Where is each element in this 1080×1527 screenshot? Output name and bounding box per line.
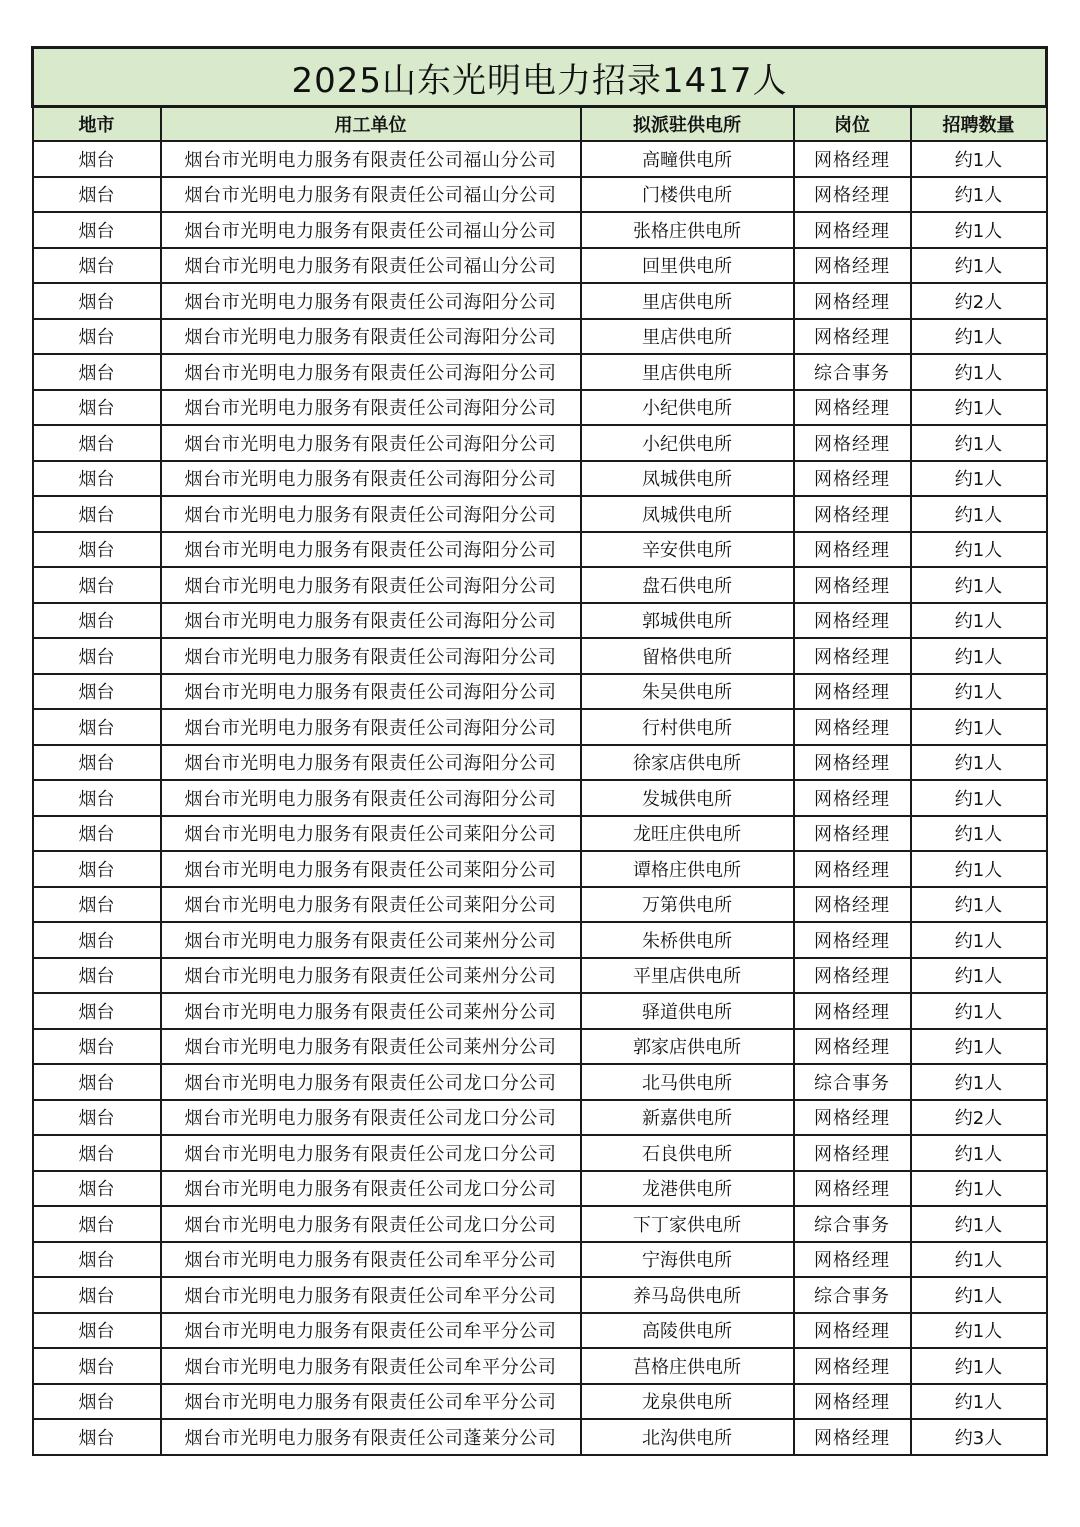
position-cell: 网格经理: [794, 745, 911, 781]
position-cell: 网格经理: [794, 496, 911, 532]
position-cell: 网格经理: [794, 674, 911, 710]
station-cell: 北沟供电所: [581, 1419, 794, 1455]
position-cell: 网格经理: [794, 887, 911, 923]
headcount-cell: 约1人: [911, 922, 1047, 958]
city-cell: 烟台: [33, 1029, 161, 1065]
employer-cell: 烟台市光明电力服务有限责任公司莱阳分公司: [161, 887, 581, 923]
column-header-position: 岗位: [794, 107, 911, 142]
position-cell: 网格经理: [794, 1384, 911, 1420]
station-cell: 里店供电所: [581, 283, 794, 319]
city-cell: 烟台: [33, 1206, 161, 1242]
position-cell: 网格经理: [794, 780, 911, 816]
city-cell: 烟台: [33, 993, 161, 1029]
headcount-cell: 约1人: [911, 425, 1047, 461]
headcount-cell: 约1人: [911, 567, 1047, 603]
station-cell: 养马岛供电所: [581, 1277, 794, 1313]
employer-cell: 烟台市光明电力服务有限责任公司海阳分公司: [161, 319, 581, 355]
column-header-station: 拟派驻供电所: [581, 107, 794, 142]
position-cell: 综合事务: [794, 354, 911, 390]
city-cell: 烟台: [33, 177, 161, 213]
headcount-cell: 约1人: [911, 177, 1047, 213]
table-row: [33, 248, 1047, 284]
table-row: [33, 851, 1047, 887]
table-row: [33, 922, 1047, 958]
table-row: [33, 887, 1047, 923]
city-cell: 烟台: [33, 1171, 161, 1207]
table-row: [33, 177, 1047, 213]
position-cell: 网格经理: [794, 390, 911, 426]
station-cell: 回里供电所: [581, 248, 794, 284]
station-cell: 徐家店供电所: [581, 745, 794, 781]
employer-cell: 烟台市光明电力服务有限责任公司海阳分公司: [161, 603, 581, 639]
table-row: [33, 1384, 1047, 1420]
position-cell: 网格经理: [794, 319, 911, 355]
city-cell: 烟台: [33, 958, 161, 994]
station-cell: 平里店供电所: [581, 958, 794, 994]
headcount-cell: 约1人: [911, 1135, 1047, 1171]
station-cell: 门楼供电所: [581, 177, 794, 213]
employer-cell: 烟台市光明电力服务有限责任公司海阳分公司: [161, 461, 581, 497]
title-row: [33, 48, 1047, 107]
employer-cell: 烟台市光明电力服务有限责任公司海阳分公司: [161, 780, 581, 816]
station-cell: 莒格庄供电所: [581, 1348, 794, 1384]
headcount-cell: 约1人: [911, 1313, 1047, 1349]
city-cell: 烟台: [33, 887, 161, 923]
position-cell: 网格经理: [794, 1171, 911, 1207]
employer-cell: 烟台市光明电力服务有限责任公司海阳分公司: [161, 496, 581, 532]
position-cell: 网格经理: [794, 851, 911, 887]
station-cell: 小纪供电所: [581, 390, 794, 426]
table-row: [33, 1100, 1047, 1136]
headcount-cell: 约1人: [911, 532, 1047, 568]
employer-cell: 烟台市光明电力服务有限责任公司龙口分公司: [161, 1064, 581, 1100]
position-cell: 综合事务: [794, 1064, 911, 1100]
column-header-city: 地市: [33, 107, 161, 142]
table-row: [33, 1419, 1047, 1455]
city-cell: 烟台: [33, 1348, 161, 1384]
table-row: [33, 745, 1047, 781]
city-cell: 烟台: [33, 1064, 161, 1100]
table-row: [33, 780, 1047, 816]
headcount-cell: 约1人: [911, 816, 1047, 852]
employer-cell: 烟台市光明电力服务有限责任公司海阳分公司: [161, 745, 581, 781]
station-cell: 辛安供电所: [581, 532, 794, 568]
table-row: [33, 816, 1047, 852]
table-row: [33, 461, 1047, 497]
employer-cell: 烟台市光明电力服务有限责任公司莱州分公司: [161, 958, 581, 994]
city-cell: 烟台: [33, 922, 161, 958]
table-row: [33, 1064, 1047, 1100]
headcount-cell: 约1人: [911, 1277, 1047, 1313]
table-row: [33, 603, 1047, 639]
headcount-cell: 约1人: [911, 958, 1047, 994]
station-cell: 朱桥供电所: [581, 922, 794, 958]
position-cell: 网格经理: [794, 1242, 911, 1278]
position-cell: 网格经理: [794, 1419, 911, 1455]
table-row: [33, 1135, 1047, 1171]
headcount-cell: 约1人: [911, 1348, 1047, 1384]
headcount-cell: 约1人: [911, 496, 1047, 532]
table-row: [33, 709, 1047, 745]
table-row: [33, 319, 1047, 355]
city-cell: 烟台: [33, 496, 161, 532]
employer-cell: 烟台市光明电力服务有限责任公司龙口分公司: [161, 1206, 581, 1242]
city-cell: 烟台: [33, 425, 161, 461]
headcount-cell: 约1人: [911, 390, 1047, 426]
table-row: [33, 1029, 1047, 1065]
station-cell: 凤城供电所: [581, 461, 794, 497]
position-cell: 网格经理: [794, 461, 911, 497]
position-cell: 网格经理: [794, 425, 911, 461]
position-cell: 网格经理: [794, 532, 911, 568]
employer-cell: 烟台市光明电力服务有限责任公司莱阳分公司: [161, 816, 581, 852]
city-cell: 烟台: [33, 1384, 161, 1420]
station-cell: 发城供电所: [581, 780, 794, 816]
table-body: [33, 141, 1047, 1455]
headcount-cell: 约1人: [911, 212, 1047, 248]
employer-cell: 烟台市光明电力服务有限责任公司海阳分公司: [161, 354, 581, 390]
headcount-cell: 约1人: [911, 141, 1047, 177]
station-cell: 龙港供电所: [581, 1171, 794, 1207]
city-cell: 烟台: [33, 319, 161, 355]
headcount-cell: 约1人: [911, 780, 1047, 816]
headcount-cell: 约2人: [911, 283, 1047, 319]
employer-cell: 烟台市光明电力服务有限责任公司牟平分公司: [161, 1348, 581, 1384]
station-cell: 郭家店供电所: [581, 1029, 794, 1065]
headcount-cell: 约1人: [911, 1206, 1047, 1242]
station-cell: 龙泉供电所: [581, 1384, 794, 1420]
table-row: [33, 1277, 1047, 1313]
position-cell: 网格经理: [794, 709, 911, 745]
station-cell: 凤城供电所: [581, 496, 794, 532]
header-row: [33, 107, 1047, 142]
headcount-cell: 约1人: [911, 1242, 1047, 1278]
city-cell: 烟台: [33, 1419, 161, 1455]
employer-cell: 烟台市光明电力服务有限责任公司海阳分公司: [161, 709, 581, 745]
position-cell: 网格经理: [794, 816, 911, 852]
city-cell: 烟台: [33, 709, 161, 745]
table-row: [33, 354, 1047, 390]
position-cell: 网格经理: [794, 248, 911, 284]
employer-cell: 烟台市光明电力服务有限责任公司海阳分公司: [161, 425, 581, 461]
city-cell: 烟台: [33, 638, 161, 674]
table-row: [33, 496, 1047, 532]
table-row: [33, 993, 1047, 1029]
position-cell: 网格经理: [794, 638, 911, 674]
table-row: [33, 425, 1047, 461]
station-cell: 郭城供电所: [581, 603, 794, 639]
position-cell: 网格经理: [794, 603, 911, 639]
city-cell: 烟台: [33, 780, 161, 816]
station-cell: 驿道供电所: [581, 993, 794, 1029]
headcount-cell: 约1人: [911, 745, 1047, 781]
employer-cell: 烟台市光明电力服务有限责任公司牟平分公司: [161, 1313, 581, 1349]
station-cell: 龙旺庄供电所: [581, 816, 794, 852]
position-cell: 网格经理: [794, 141, 911, 177]
employer-cell: 烟台市光明电力服务有限责任公司海阳分公司: [161, 390, 581, 426]
headcount-cell: 约1人: [911, 887, 1047, 923]
station-cell: 张格庄供电所: [581, 212, 794, 248]
city-cell: 烟台: [33, 816, 161, 852]
headcount-cell: 约1人: [911, 1064, 1047, 1100]
employer-cell: 烟台市光明电力服务有限责任公司龙口分公司: [161, 1171, 581, 1207]
city-cell: 烟台: [33, 745, 161, 781]
city-cell: 烟台: [33, 603, 161, 639]
position-cell: 网格经理: [794, 1100, 911, 1136]
position-cell: 网格经理: [794, 177, 911, 213]
station-cell: 高陵供电所: [581, 1313, 794, 1349]
employer-cell: 烟台市光明电力服务有限责任公司海阳分公司: [161, 283, 581, 319]
position-cell: 综合事务: [794, 1206, 911, 1242]
city-cell: 烟台: [33, 1313, 161, 1349]
position-cell: 综合事务: [794, 1277, 911, 1313]
city-cell: 烟台: [33, 1277, 161, 1313]
station-cell: 里店供电所: [581, 319, 794, 355]
city-cell: 烟台: [33, 354, 161, 390]
table-row: [33, 390, 1047, 426]
employer-cell: 烟台市光明电力服务有限责任公司莱州分公司: [161, 993, 581, 1029]
station-cell: 宁海供电所: [581, 1242, 794, 1278]
table-row: [33, 141, 1047, 177]
city-cell: 烟台: [33, 283, 161, 319]
employer-cell: 烟台市光明电力服务有限责任公司福山分公司: [161, 212, 581, 248]
station-cell: 石良供电所: [581, 1135, 794, 1171]
position-cell: 网格经理: [794, 993, 911, 1029]
position-cell: 网格经理: [794, 283, 911, 319]
employer-cell: 烟台市光明电力服务有限责任公司龙口分公司: [161, 1135, 581, 1171]
employer-cell: 烟台市光明电力服务有限责任公司莱州分公司: [161, 922, 581, 958]
headcount-cell: 约1人: [911, 461, 1047, 497]
employer-cell: 烟台市光明电力服务有限责任公司莱阳分公司: [161, 851, 581, 887]
headcount-cell: 约1人: [911, 638, 1047, 674]
table-row: [33, 958, 1047, 994]
headcount-cell: 约1人: [911, 674, 1047, 710]
table-title: 2025山东光明电力招录1417人: [33, 48, 1047, 107]
headcount-cell: 约1人: [911, 248, 1047, 284]
city-cell: 烟台: [33, 141, 161, 177]
employer-cell: 烟台市光明电力服务有限责任公司海阳分公司: [161, 532, 581, 568]
city-cell: 烟台: [33, 461, 161, 497]
headcount-cell: 约1人: [911, 319, 1047, 355]
table-row: [33, 283, 1047, 319]
headcount-cell: 约3人: [911, 1419, 1047, 1455]
headcount-cell: 约1人: [911, 993, 1047, 1029]
table-row: [33, 674, 1047, 710]
city-cell: 烟台: [33, 1135, 161, 1171]
employer-cell: 烟台市光明电力服务有限责任公司福山分公司: [161, 177, 581, 213]
position-cell: 网格经理: [794, 1313, 911, 1349]
city-cell: 烟台: [33, 532, 161, 568]
employer-cell: 烟台市光明电力服务有限责任公司海阳分公司: [161, 567, 581, 603]
employer-cell: 烟台市光明电力服务有限责任公司牟平分公司: [161, 1384, 581, 1420]
headcount-cell: 约1人: [911, 1171, 1047, 1207]
headcount-cell: 约1人: [911, 709, 1047, 745]
employer-cell: 烟台市光明电力服务有限责任公司海阳分公司: [161, 638, 581, 674]
recruitment-table: [31, 46, 1048, 1456]
city-cell: 烟台: [33, 851, 161, 887]
column-header-employer: 用工单位: [161, 107, 581, 142]
table-row: [33, 532, 1047, 568]
headcount-cell: 约1人: [911, 1384, 1047, 1420]
headcount-cell: 约1人: [911, 1029, 1047, 1065]
table-row: [33, 1171, 1047, 1207]
station-cell: 里店供电所: [581, 354, 794, 390]
position-cell: 网格经理: [794, 922, 911, 958]
table-row: [33, 567, 1047, 603]
column-header-headcount: 招聘数量: [911, 107, 1047, 142]
station-cell: 留格供电所: [581, 638, 794, 674]
city-cell: 烟台: [33, 390, 161, 426]
employer-cell: 烟台市光明电力服务有限责任公司龙口分公司: [161, 1100, 581, 1136]
table-row: [33, 1206, 1047, 1242]
position-cell: 网格经理: [794, 212, 911, 248]
position-cell: 网格经理: [794, 567, 911, 603]
employer-cell: 烟台市光明电力服务有限责任公司福山分公司: [161, 248, 581, 284]
station-cell: 谭格庄供电所: [581, 851, 794, 887]
employer-cell: 烟台市光明电力服务有限责任公司海阳分公司: [161, 674, 581, 710]
employer-cell: 烟台市光明电力服务有限责任公司蓬莱分公司: [161, 1419, 581, 1455]
station-cell: 高疃供电所: [581, 141, 794, 177]
station-cell: 新嘉供电所: [581, 1100, 794, 1136]
employer-cell: 烟台市光明电力服务有限责任公司牟平分公司: [161, 1242, 581, 1278]
station-cell: 下丁家供电所: [581, 1206, 794, 1242]
headcount-cell: 约1人: [911, 603, 1047, 639]
position-cell: 网格经理: [794, 1348, 911, 1384]
headcount-cell: 约2人: [911, 1100, 1047, 1136]
city-cell: 烟台: [33, 212, 161, 248]
station-cell: 朱吴供电所: [581, 674, 794, 710]
table-row: [33, 1313, 1047, 1349]
station-cell: 盘石供电所: [581, 567, 794, 603]
employer-cell: 烟台市光明电力服务有限责任公司牟平分公司: [161, 1277, 581, 1313]
employer-cell: 烟台市光明电力服务有限责任公司福山分公司: [161, 141, 581, 177]
station-cell: 北马供电所: [581, 1064, 794, 1100]
headcount-cell: 约1人: [911, 354, 1047, 390]
city-cell: 烟台: [33, 248, 161, 284]
employer-cell: 烟台市光明电力服务有限责任公司莱州分公司: [161, 1029, 581, 1065]
station-cell: 行村供电所: [581, 709, 794, 745]
position-cell: 网格经理: [794, 1135, 911, 1171]
station-cell: 小纪供电所: [581, 425, 794, 461]
headcount-cell: 约1人: [911, 851, 1047, 887]
table-row: [33, 1242, 1047, 1278]
table-row: [33, 638, 1047, 674]
city-cell: 烟台: [33, 1242, 161, 1278]
position-cell: 网格经理: [794, 958, 911, 994]
table-row: [33, 212, 1047, 248]
city-cell: 烟台: [33, 1100, 161, 1136]
position-cell: 网格经理: [794, 1029, 911, 1065]
table-row: [33, 1348, 1047, 1384]
station-cell: 万第供电所: [581, 887, 794, 923]
city-cell: 烟台: [33, 567, 161, 603]
city-cell: 烟台: [33, 674, 161, 710]
